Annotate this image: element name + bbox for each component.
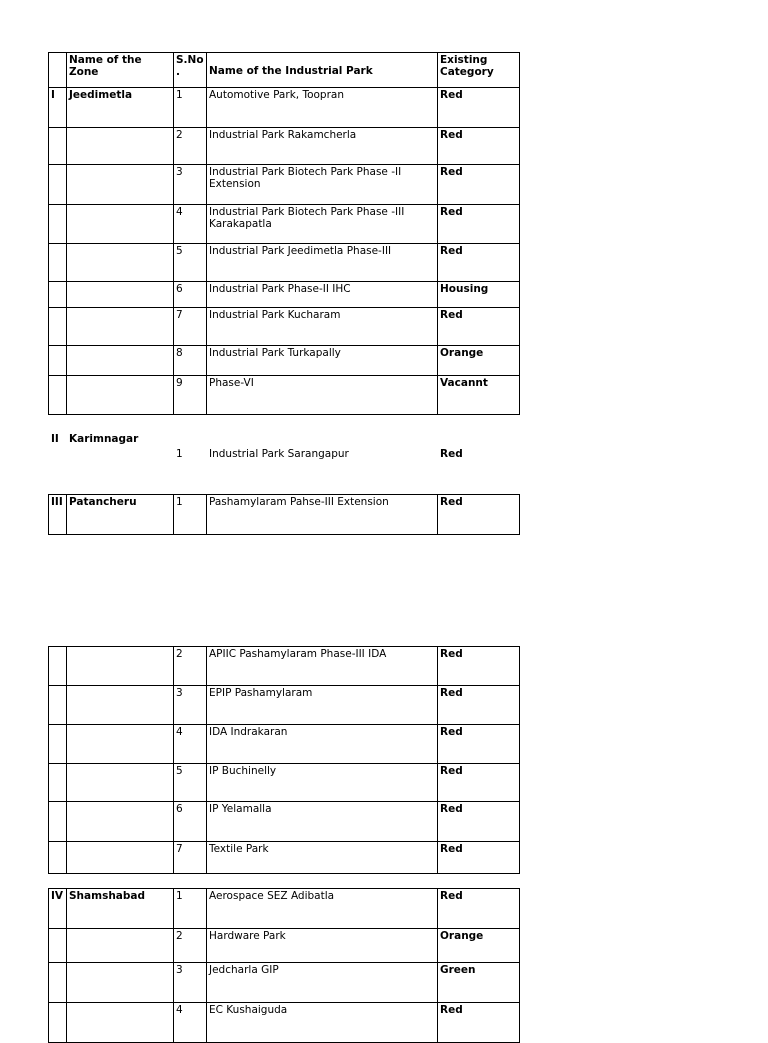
row-category: Housing: [438, 282, 520, 308]
row-category: Red: [438, 495, 520, 535]
zone-name: Jeedimetla: [67, 88, 174, 128]
row-sno: 6: [174, 282, 207, 308]
zone-roman: II: [51, 433, 59, 445]
row-park: APIIC Pashamylaram Phase-III IDA: [207, 647, 438, 686]
header-sno: S.No .: [174, 53, 207, 88]
zone-name: Patancheru: [67, 495, 174, 535]
table-row: [49, 376, 520, 415]
row-category: Red: [438, 244, 520, 282]
zone-iii-table-part1: [48, 494, 520, 535]
row-sno: 4: [174, 205, 207, 244]
row-park: Hardware Park: [207, 929, 438, 963]
header-zone: Name of the Zone: [67, 53, 174, 88]
row-park: Automotive Park, Toopran: [207, 88, 438, 128]
row-park: Jedcharla GIP: [207, 963, 438, 1003]
table-row: [49, 686, 520, 725]
table-header-row: [49, 53, 520, 88]
row-sno: 3: [174, 165, 207, 205]
table-row: [49, 889, 520, 929]
zone-roman: I: [49, 88, 67, 128]
row-park: Pashamylaram Pahse-III Extension: [207, 495, 438, 535]
table-row: [49, 495, 520, 535]
row-park: Textile Park: [207, 842, 438, 874]
row-park: Industrial Park Jeedimetla Phase-III: [207, 244, 438, 282]
row-park: Industrial Park Turkapally: [207, 346, 438, 376]
row-sno: 2: [174, 929, 207, 963]
row-sno: 4: [174, 725, 207, 764]
table-row: [49, 764, 520, 802]
row-sno: 3: [174, 963, 207, 1003]
zone-iii-table-part2: [48, 646, 520, 874]
row-sno: 2: [174, 128, 207, 165]
row-category: Red: [438, 308, 520, 346]
row-sno: 7: [174, 842, 207, 874]
zone-roman: IV: [49, 889, 67, 929]
row-sno: 6: [174, 802, 207, 842]
row-sno: 5: [174, 244, 207, 282]
table-row: [49, 244, 520, 282]
row-category: Red: [438, 1003, 520, 1043]
row-park: Industrial Park Phase-II IHC: [207, 282, 438, 308]
table-row: [49, 205, 520, 244]
row-category: Red: [438, 889, 520, 929]
table-row: [49, 963, 520, 1003]
row-park: IDA Indrakaran: [207, 725, 438, 764]
row-park: IP Buchinelly: [207, 764, 438, 802]
row-sno: 2: [174, 647, 207, 686]
table-row: [49, 282, 520, 308]
row-park: Industrial Park Biotech Park Phase -II Extension: [207, 165, 438, 205]
row-category: Vacannt: [438, 376, 520, 415]
table-row: [49, 165, 520, 205]
row-sno: 7: [174, 308, 207, 346]
table-row: [49, 802, 520, 842]
row-sno: 1: [174, 889, 207, 929]
row-park: IP Yelamalla: [207, 802, 438, 842]
row-category: Orange: [438, 346, 520, 376]
row-park: Phase-VI: [207, 376, 438, 415]
table-row: [49, 725, 520, 764]
row-category: Red: [440, 448, 463, 460]
row-category: Red: [438, 647, 520, 686]
row-park: Industrial Park Biotech Park Phase -III Karakapatla: [207, 205, 438, 244]
row-category: Red: [438, 686, 520, 725]
row-sno: 5: [174, 764, 207, 802]
header-category: Existing Category: [438, 53, 520, 88]
row-park: Aerospace SEZ Adibatla: [207, 889, 438, 929]
header-roman-cell: [49, 53, 67, 88]
row-category: Red: [438, 725, 520, 764]
zone-i-table: [48, 52, 520, 415]
zone-name: Shamshabad: [67, 889, 174, 929]
row-park: Industrial Park Sarangapur: [209, 448, 349, 460]
row-park: Industrial Park Rakamcherla: [207, 128, 438, 165]
table-row: [49, 346, 520, 376]
row-park: EPIP Pashamylaram: [207, 686, 438, 725]
row-sno: 4: [174, 1003, 207, 1043]
row-sno: 1: [174, 495, 207, 535]
table-row: [49, 88, 520, 128]
row-sno: 1: [176, 448, 183, 460]
row-category: Red: [438, 128, 520, 165]
table-row: [49, 128, 520, 165]
row-park: EC Kushaiguda: [207, 1003, 438, 1043]
row-sno: 8: [174, 346, 207, 376]
zone-roman: III: [49, 495, 67, 535]
row-category: Green: [438, 963, 520, 1003]
row-sno: 1: [174, 88, 207, 128]
table-row: [49, 842, 520, 874]
header-park: Name of the Industrial Park: [207, 53, 438, 88]
row-park: Industrial Park Kucharam: [207, 308, 438, 346]
row-sno: 9: [174, 376, 207, 415]
table-row: [49, 1003, 520, 1043]
row-category: Orange: [438, 929, 520, 963]
table-row: [49, 308, 520, 346]
zone-iv-table: [48, 888, 520, 1043]
row-category: Red: [438, 764, 520, 802]
row-category: Red: [438, 205, 520, 244]
row-category: Red: [438, 165, 520, 205]
table-row: [49, 647, 520, 686]
table-row: [49, 929, 520, 963]
row-category: Red: [438, 88, 520, 128]
row-category: Red: [438, 842, 520, 874]
zone-name: Karimnagar: [69, 433, 139, 445]
row-category: Red: [438, 802, 520, 842]
row-sno: 3: [174, 686, 207, 725]
